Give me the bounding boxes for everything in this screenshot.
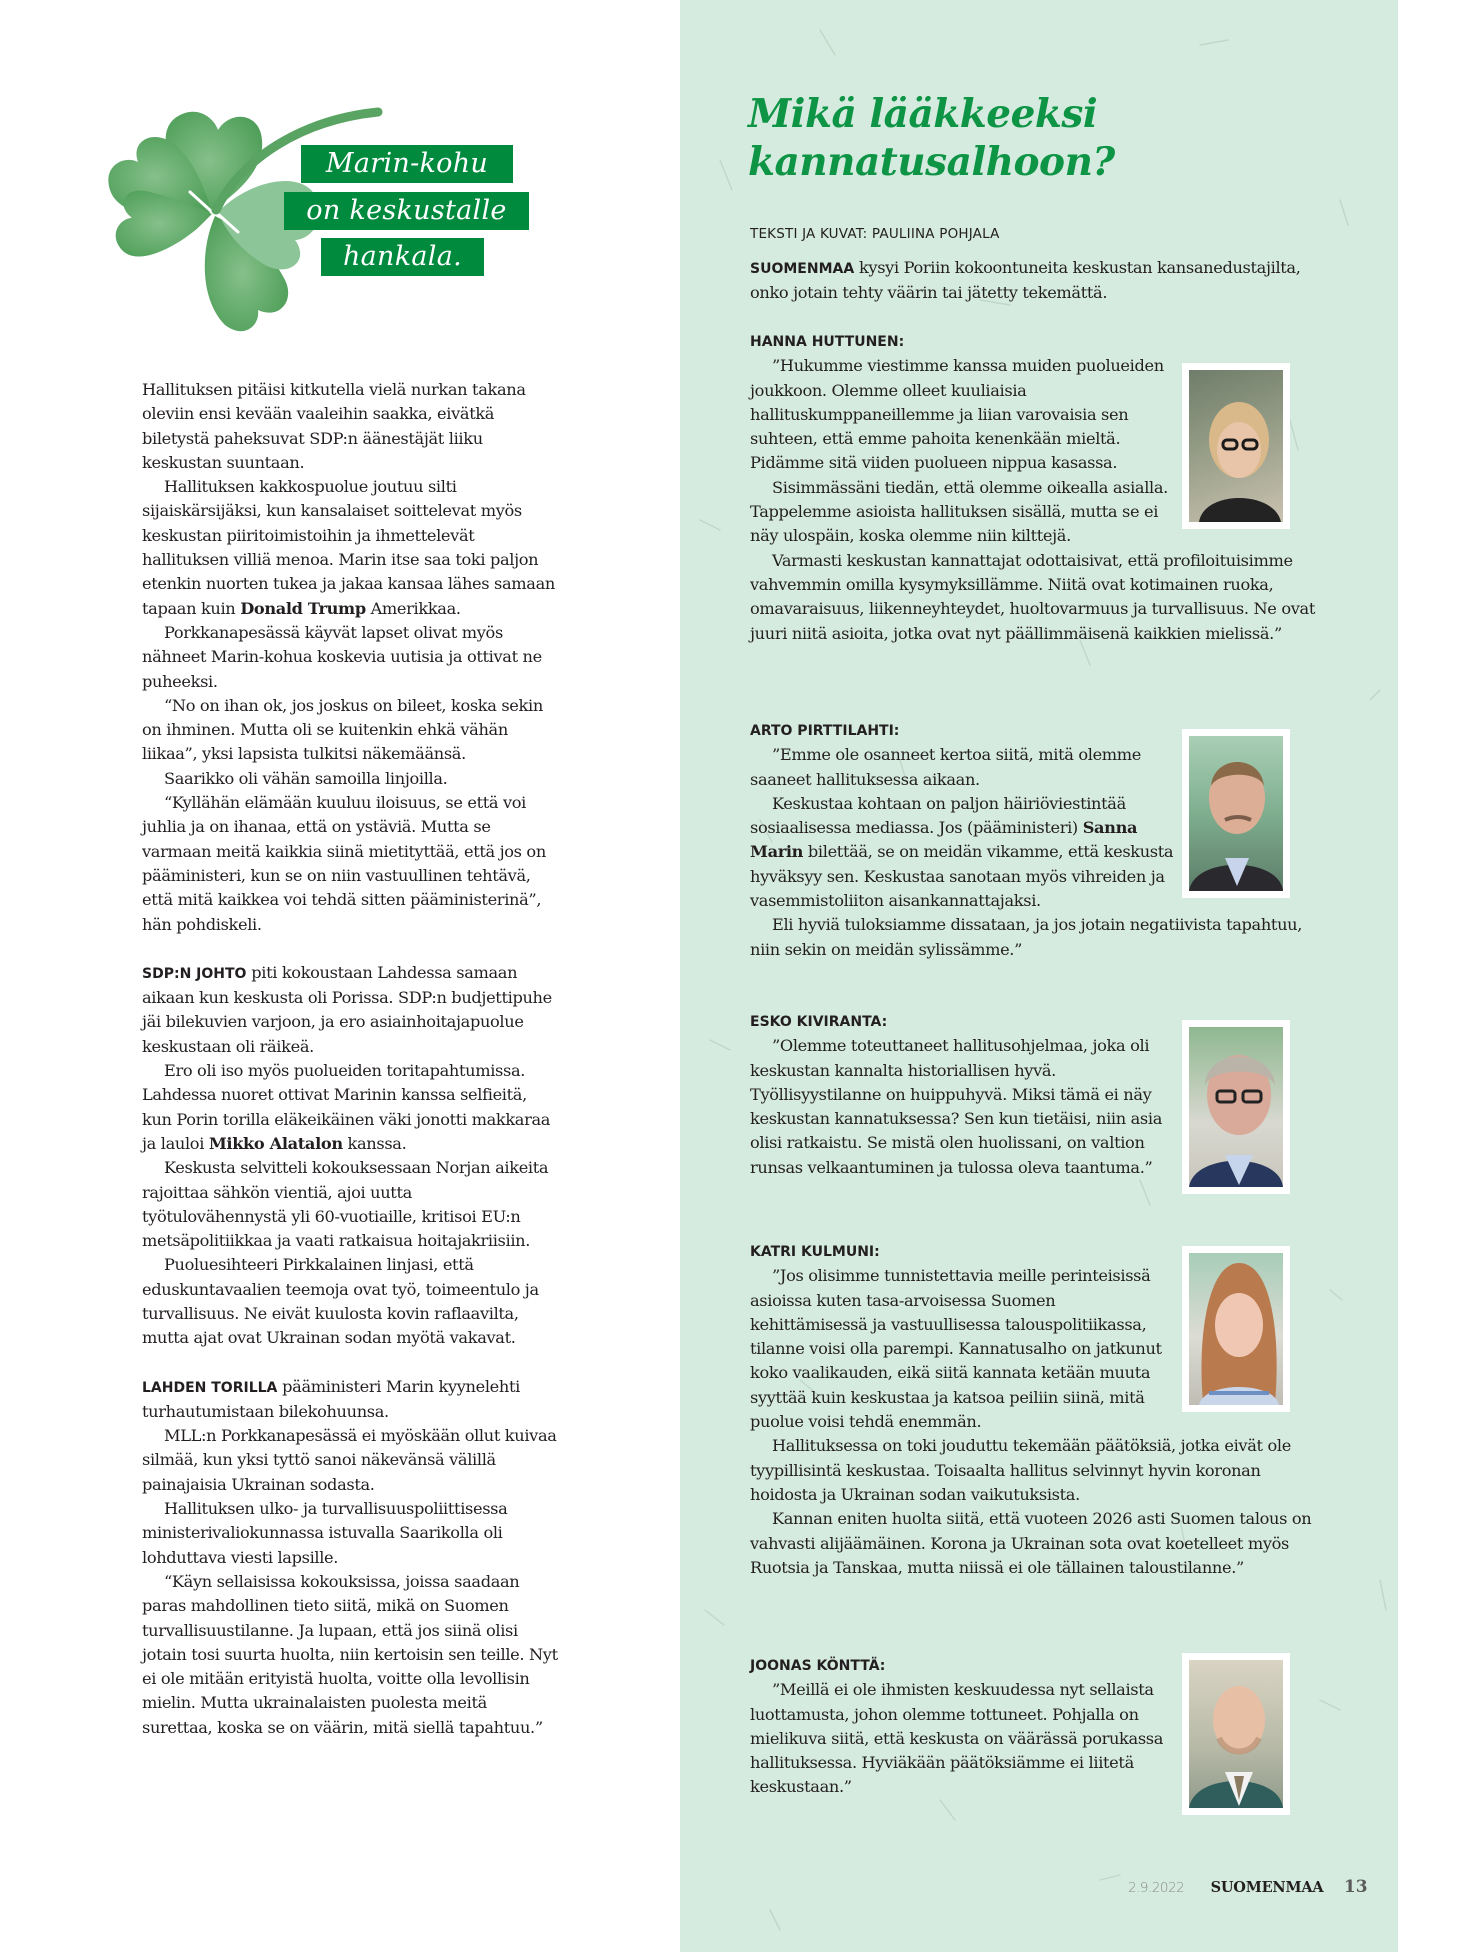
- intro-paragraph: [750, 256, 1340, 306]
- paragraph: “Kyllähän elämään kuuluu iloisuus, se että voi juhlia ja on ihanaa, että on ystäviä. Mutta se varmaan meitä kaikkia siinä mietityttää, että jos on pääministeri, kun se on niin vastuullinen tehtävä, että mitä kaikkea voi tehdä sitten pääministerinä”, hän pohdiskeli.: [142, 793, 546, 934]
- portrait-figure: [1189, 1027, 1283, 1187]
- paragraph: Hallituksen ulko- ja turvallisuuspoliittisessa ministerivaliokunnassa istuvalla Saarikolla oli lohduttava viesti lapsille.: [142, 1499, 508, 1567]
- quote-paragraph: Kannan eniten huolta siitä, että vuoteen 2026 asti Suomen talous on vahvasti alijäämäinen. Korona ja Ukrainan sota ovat koetelleet myös Ruotsia ja Tanskaa, mutta niissä ei ole tällainen taloustilanne.”: [750, 1509, 1312, 1577]
- paragraph-text: piti kokoustaan Lahdessa samaan aikaan kun keskusta oli Porissa. SDP:n budjettipuhe jäi bilekuvien varjoon, ja ero asiainhoitajapuolue keskustaan oli räikeä.: [142, 962, 552, 1056]
- portrait-figure: [1189, 1660, 1283, 1808]
- person-name: Sanna Marin: [750, 818, 1138, 862]
- lead-in: SDP:N JOHTO: [142, 965, 247, 982]
- interviewee-name: KATRI KULMUNI:: [750, 1244, 880, 1260]
- interviewee-name: ARTO PIRTTILAHTI:: [750, 723, 900, 739]
- paragraph: [142, 475, 560, 621]
- quote-paragraph: Varmasti keskustan kannattajat odottaisivat, että profiloituisimme vahvemmin omilla kysymyksillämme. Niitä ovat kotimainen ruoka, omavaraisuus, liikenneyhteydet, huoltovarmuus ja turvallisuus. Ne ovat juuri niitä asioita, jotka ovat nyt päällimmäisenä kaikkien mielissä.”: [750, 550, 1315, 643]
- portrait-photo-esko-kiviranta: [1182, 1020, 1290, 1194]
- quote-paragraph: Hallituksessa on toki jouduttu tekemään päätöksiä, jotka eivät ole tyypillisintä keskustaa. Toisaalta hallitus selvinnyt hyvin koronan hoidosta ja Ukrainan sodan vaikutuksista.: [750, 1436, 1291, 1504]
- paragraph: Saarikko oli vähän samoilla linjoilla.: [164, 768, 448, 788]
- paragraph-text: kanssa.: [342, 1133, 407, 1153]
- paragraph: [142, 961, 560, 1059]
- portrait-figure: [1189, 370, 1283, 522]
- portrait-figure: [1189, 736, 1283, 891]
- paragraph-text: Amerikkaa.: [365, 598, 461, 618]
- paragraph-text: Hallituksen kakkospuolue joutuu silti sijaiskärsijäksi, kun kansalaiset soittelevat myös keskustan piiritoimistoihin ja ihmettelevät hallituksen villiä menoa. Marin itse saa toki paljon etenkin nuorten tukea ja jakaa kansaa lähes samaan tapaan kuin: [142, 477, 555, 618]
- portrait-figure: [1189, 1253, 1283, 1405]
- portrait-photo-joonas-kontta: [1182, 1653, 1290, 1815]
- page-footer: [1128, 1877, 1368, 1901]
- interviewee-name: ESKO KIVIRANTA:: [750, 1014, 888, 1030]
- paragraph: Keskusta selvitteli kokouksessaan Norjan aikeita rajoittaa sähkön vientiä, ajoi uutta työtulovähennystä yli 60-vuotiaille, kritisoi EU:n metsäpolitiikkaa ja vaati ratkaisua hoitajakriisiin.: [142, 1158, 549, 1251]
- portrait-photo-hanna-huttunen: [1182, 363, 1290, 529]
- person-name: Mikko Alatalon: [208, 1133, 343, 1153]
- title-line: kannatusalhoon?: [748, 139, 1115, 185]
- paragraph: Hallituksen pitäisi kitkutella vielä nurkan takana oleviin ensi kevään vaaleihin saakka, eivätkä biletystä paheksuvat SDP:n äänestäjät liiku keskustan suuntaan.: [142, 380, 526, 472]
- paragraph-text: bilettää, se on meidän vikamme, että keskusta hyväksyy sen. Keskustaa sanotaan myös vihreiden ja vasemmistoliiton aisankannattajaksi.: [750, 842, 1174, 911]
- paragraph: “No on ihan ok, jos joskus on bileet, koska sekin on ihminen. Mutta oli se kuitenkin ehkä vähän liikaa”, yksi lapsista tulkitsi näkemäänsä.: [142, 695, 543, 764]
- quote-paragraph: Sisimmässäni tiedän, että olemme oikealla asialla. Tappelemme asioista hallituksen sisällä, mutta se ei näy ulospäin, koska olemme niin kilttejä.: [750, 477, 1168, 546]
- paragraph: “Käyn sellaisissa kokouksissa, joissa saadaan paras mahdollinen tieto siitä, mikä on Suomen turvallisuustilanne. Ja lupaan, että jos siinä olisi jotain tosi suurta huolta, niin kertoisin sen teille. Nyt ei ole mitään erityistä huolta, voitte olla levollisin mielin. Mutta ukrainalaisten puolesta meitä surettaa, koska se on väärin, mitä siellä tapahtuu.”: [142, 1571, 558, 1737]
- paragraph: Puoluesihteeri Pirkkalainen linjasi, että eduskuntavaalien teemoja ovat työ, toimeentulo ja turvallisuus. Ne eivät kuulosta kovin raflaavilta, mutta ajat ovat Ukrainan sodan myötä vakavat.: [142, 1255, 539, 1348]
- paragraph-text: Ero oli iso myös puolueiden toritapahtumissa. Lahdessa nuoret ottivat Marinin kanssa selfieitä, kun Porin torilla eläkeikäinen väki jonotti makkaraa ja lauloi: [142, 1061, 551, 1153]
- paragraph-text: pääministeri Marin kyynelehti turhautumistaan bilekohuunsa.: [142, 1376, 520, 1421]
- article-title: [748, 90, 1115, 186]
- callout-line-3: hankala.: [321, 238, 484, 276]
- portrait-photo-katri-kulmuni: [1182, 1246, 1290, 1412]
- title-line: Mikä lääkkeeksi: [748, 91, 1098, 137]
- person-name: Donald Trump: [240, 598, 366, 618]
- paragraph-text: Keskustaa kohtaan on paljon häiriöviestintää sosiaalisessa mediassa. Jos (pääministeri): [750, 793, 1126, 838]
- quote-paragraph: ”Jos olisimme tunnistettavia meille perinteisissä asioissa kuten tasa-arvoisessa Suomen kehittämisessä ja vastuullisessa talouspolitiikassa, tilanne voisi olla parempi. Kannatusalho on jatkunut koko vaalikauden, eikä siitä kannata ketään muuta syyttää kuin keskustaa ja katsoa peiliin siinä, mitä puolue voisi tehdä enemmän.: [750, 1266, 1162, 1432]
- paragraph: [142, 1059, 560, 1156]
- page-number: 13: [1343, 1877, 1368, 1897]
- quote-paragraph: Eli hyviä tuloksiamme dissataan, ja jos jotain negatiivista tapahtuu, niin sekin on meidän sylissämme.”: [750, 915, 1303, 959]
- lead-in: SUOMENMAA: [750, 261, 855, 277]
- lead-in: LAHDEN TORILLA: [142, 1379, 278, 1396]
- interviewee-name: HANNA HUTTUNEN:: [750, 334, 905, 350]
- quote-paragraph: ”Meillä ei ole ihmisten keskuudessa nyt sellaista luottamusta, johon olemme tottuneet. Pohjalla on mielikuva siitä, että keskusta on väärässä porukassa hallituksessa. Hyviäkään päätöksiämme ei liitetä keskustaan.”: [750, 1680, 1164, 1797]
- byline: TEKSTI JA KUVAT: PAULIINA POHJALA: [750, 226, 1000, 242]
- callout-line-1: Marin-kohu: [301, 145, 513, 183]
- paragraph: MLL:n Porkkanapesässä ei myöskään ollut kuivaa silmää, kun yksi tyttö sanoi näkevänsä välillä painajaisia Ukrainan sodasta.: [142, 1426, 557, 1494]
- portrait-photo-arto-pirttilahti: [1182, 729, 1290, 898]
- publication-name: SUOMENMAA: [1210, 1879, 1324, 1896]
- quote-paragraph: ”Olemme toteuttaneet hallitusohjelmaa, joka oli keskustan kannalta historiallisen hyvä. Työllisyystilanne on huippuhyvä. Miksi tämä ei näy keskustan kannatuksessa? Sen kun tietäisi, niin asia olisi ratkaistu. Se mistä olen huolissani, on valtion runsas velkaantuminen ja tulossa oleva taantuma.”: [750, 1036, 1162, 1177]
- interviewee-name: JOONAS KÖNTTÄ:: [750, 1658, 886, 1674]
- quote-paragraph: ”Hukumme viestimme kanssa muiden puolueiden joukkoon. Olemme olleet kuuliaisia hallituskumppaneillemme ja liian varovaisia sen suhteen, että emme pahoita kenenkään mieltä. Pidämme sitä viiden puolueen nippua kasassa.: [750, 356, 1164, 473]
- paragraph: Porkkanapesässä käyvät lapset olivat myös nähneet Marin-kohua koskevia uutisia ja ottivat ne puheeksi.: [142, 622, 542, 691]
- left-article-column: [142, 378, 560, 1740]
- quote-paragraph: ”Emme ole osanneet kertoa siitä, mitä olemme saaneet hallituksessa aikaan.: [750, 745, 1142, 789]
- quote-paragraph: [750, 792, 1175, 913]
- issue-date: 2.9.2022: [1128, 1880, 1185, 1896]
- callout-line-2: on keskustalle: [284, 192, 529, 230]
- paragraph-text: kysyi Poriin kokoontuneita keskustan kansanedustajilta, onko jotain tehty väärin tai jätetty tekemättä.: [750, 258, 1301, 303]
- paragraph: [142, 1375, 560, 1425]
